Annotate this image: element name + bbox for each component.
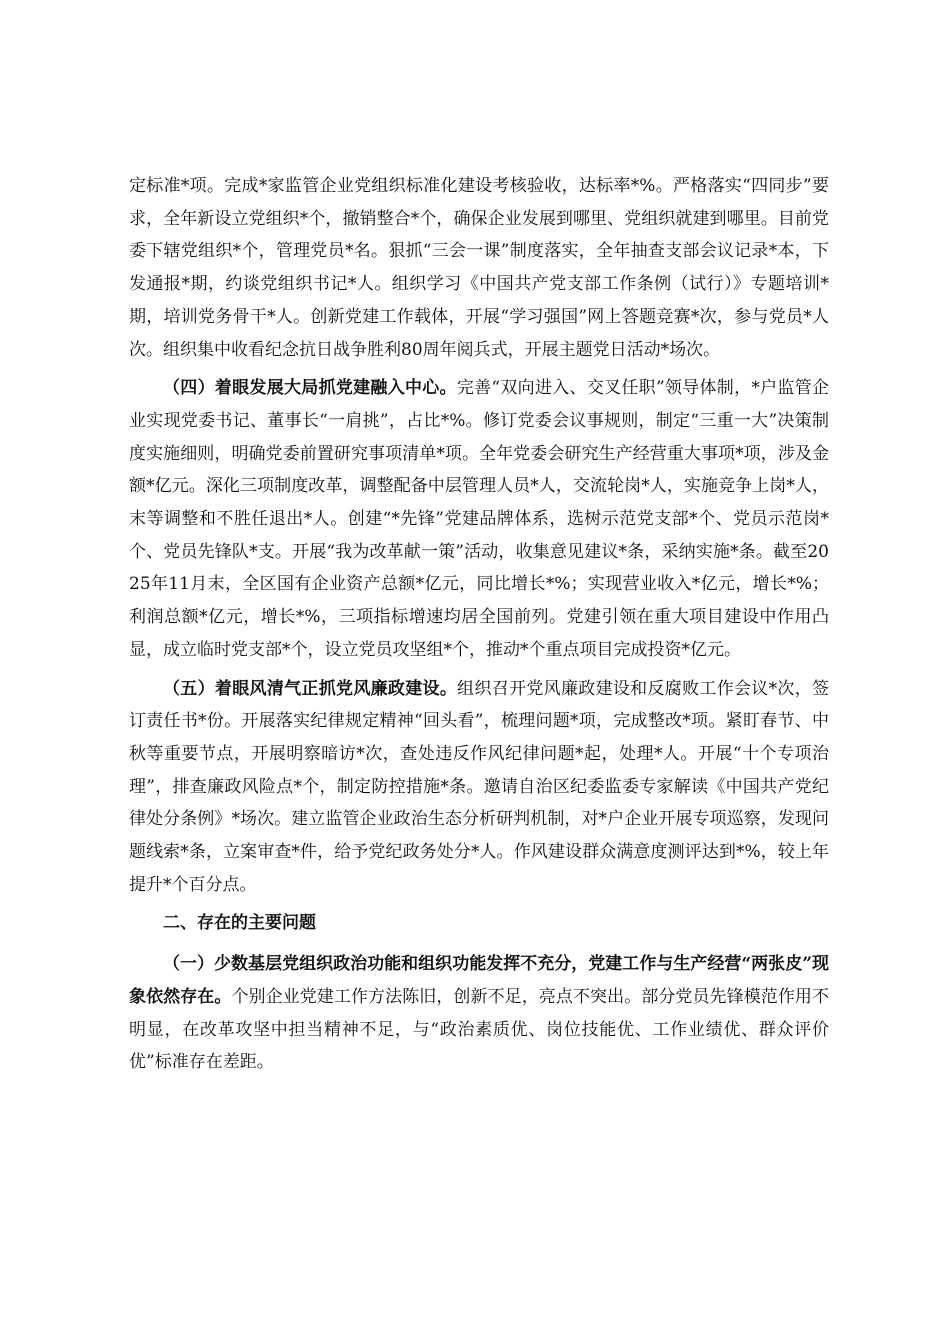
paragraph-text: 个别企业党建工作方法陈旧，创新不足，亮点不突出。部分党员先锋模范作用不明显，在改革攻坚中担当精神不足，与“政治素质优、岗位技能优、工作业绩优、群众评价优”标准存在差距。 xyxy=(129,986,830,1073)
paragraph-text: 定标准*项。完成*家监管企业党组织标准化建设考核验收，达标率*%。严格落实“四同步”要求，全年新设立党组织*个，撤销整合*个，确保企业发展到哪里、党组织就建到哪里。目前党委下辖党组织*个，管理党员*名。狠抓“三会一课”制度落实，全年抽查支部会议记录*本，下发通报*期，约谈党组织书记*人。组织学习《中国共产党支部工作条例（试行）》专题培训*期，培训党务骨干*人。创新党建工作载体，开展“学习强国”网上答题竞赛*次，参与党员*人次。组织集中收看纪念抗日战争胜利80周年阅兵式，开展主题党日活动*场次。 xyxy=(129,176,829,360)
paragraph-lead: （五）着眼风清气正抓党风廉政建设。 xyxy=(163,678,458,699)
paragraph-lead: （四）着眼发展大局抓党建融入中心。 xyxy=(163,378,457,399)
paragraph-standards xyxy=(129,170,829,366)
section-heading: 二、存在的主要问题 xyxy=(163,913,316,934)
paragraph-section-four xyxy=(129,372,829,666)
paragraph-lead: （一）少数基层党组织政治功能和组织功能发挥不充分，党建工作与生产经营“两张皮”现象依然存在。 xyxy=(129,954,829,1007)
document-body xyxy=(129,170,829,1085)
paragraph-text: 完善“双向进入、交叉任职”领导体制，*户监管企业实现党委书记、董事长“一肩挑”，占比*%。修订党委会议事规则，制定“三重一大”决策制度实施细则，明确党委前置研究事项清单*项。全年党委会研究生产经营重大事项*项，涉及金额*亿元。深化三项制度改革，调整配备中层管理人员*人，交流轮岗*人，实施竞争上岗*人，末等调整和不胜任退出*人。创建“*先锋”党建品牌体系，选树示范党支部*个、党员示范岗*个、党员先锋队*支。开展“我为改革献一策”活动，收集意见建议*条，采纳实施*条。截至2025年11月末，全区国有企业资产总额*亿元，同比增长*%；实现营业收入*亿元，增长*%；利润总额*亿元，增长*%，三项指标增速均居全国前列。党建引领在重大项目建设中作用凸显，成立临时党支部*个，设立党员攻坚组*个，推动*个重点项目完成投资*亿元。 xyxy=(129,378,829,660)
paragraph-problem-one xyxy=(129,948,829,1079)
paragraph-section-five xyxy=(129,673,829,902)
paragraph-text: 组织召开党风廉政建设和反腐败工作会议*次，签订责任书*份。开展落实纪律规定精神“回头看”，梳理问题*项，完成整改*项。紧盯春节、中秋等重要节点，开展明察暗访*次，查处违反作风纪律问题*起，处理*人。开展“十个专项治理”，排查廉政风险点*个，制定防控措施*条。邀请自治区纪委监委专家解读《中国共产党纪律处分条例》*场次。建立监管企业政治生态分析研判机制，对*户企业开展专项巡察，发现问题线索*条，立案审查*件，给予党纪政务处分*人。作风建设群众满意度测评达到*%，较上年提升*个百分点。 xyxy=(129,678,830,895)
